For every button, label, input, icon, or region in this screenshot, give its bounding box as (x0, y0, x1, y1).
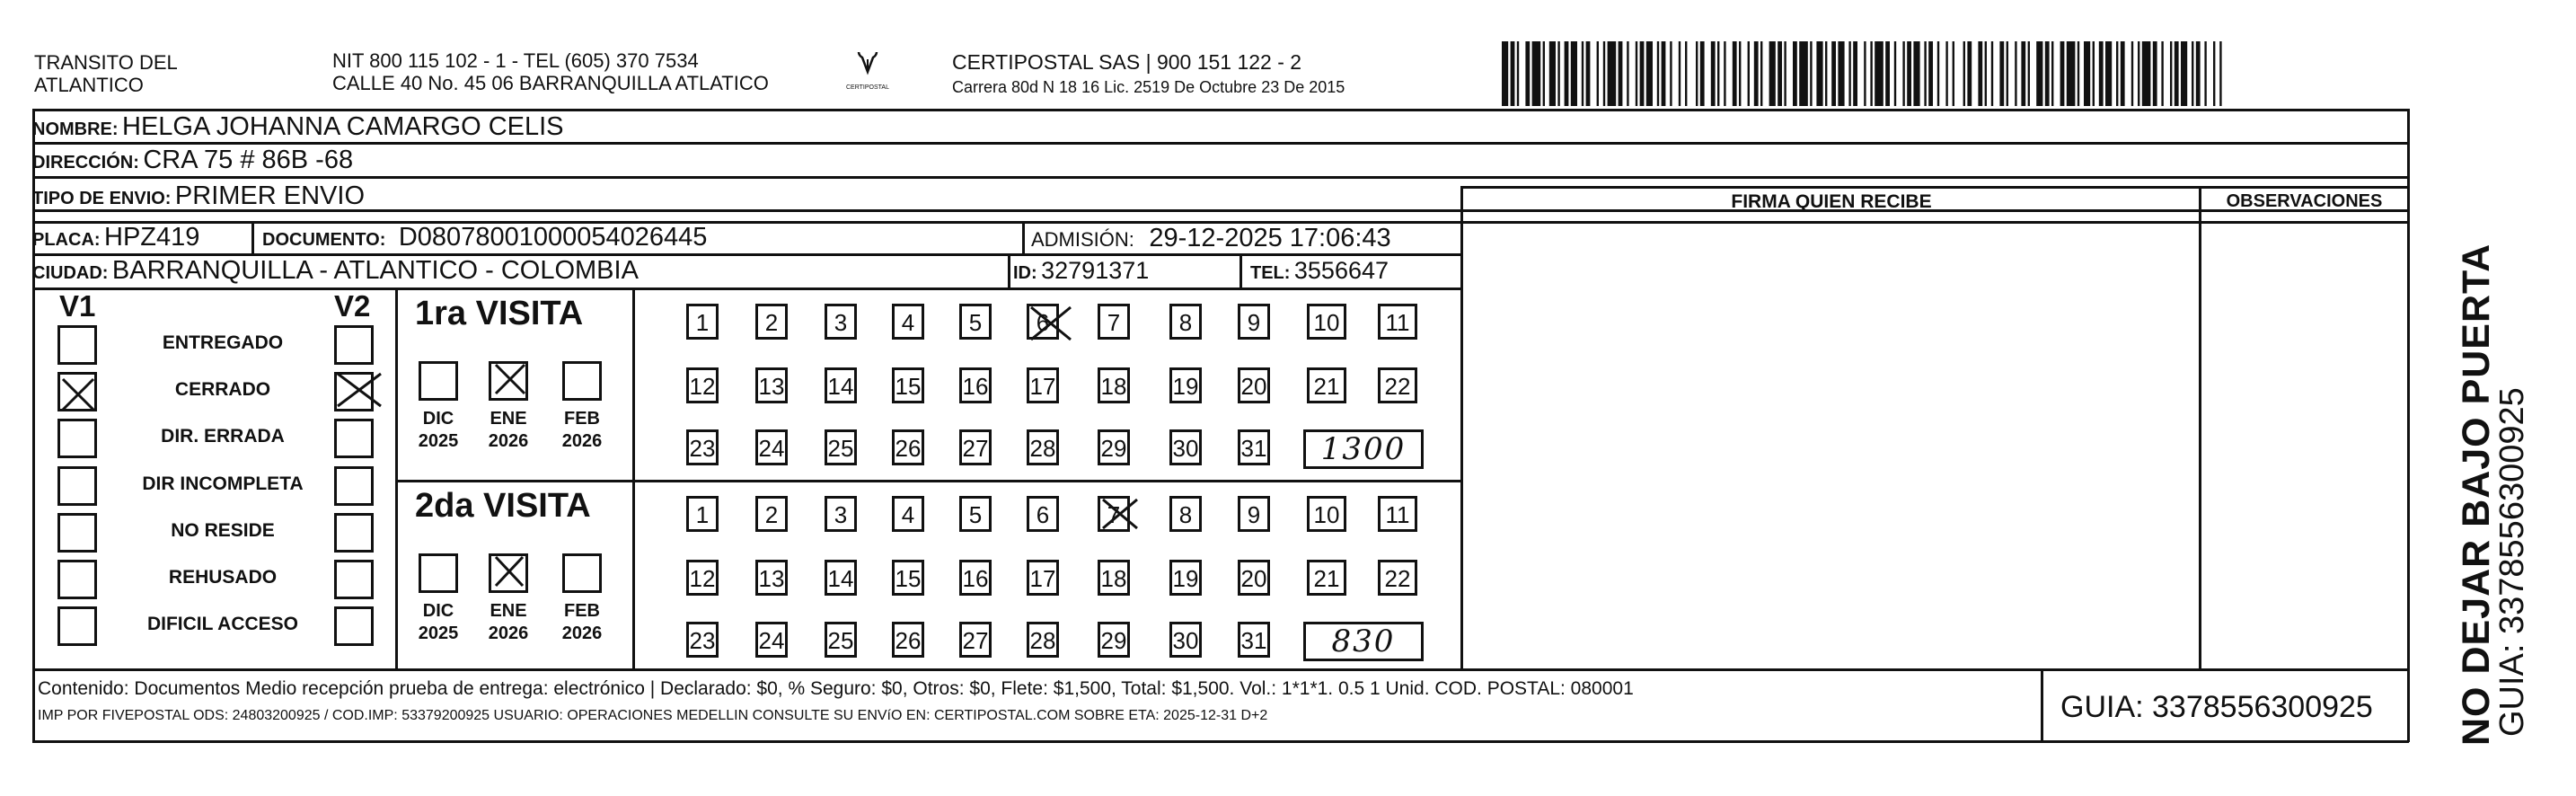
status-v1-cerrado-mark (59, 376, 97, 413)
barcode-bar (1748, 41, 1750, 106)
barcode-bar (1913, 41, 1919, 106)
tipo-envio-label: TIPO DE ENVIO: (32, 189, 172, 208)
barcode-bar (1557, 41, 1559, 106)
month-label (417, 600, 460, 645)
visit1-day6-mark (1028, 304, 1074, 343)
day-box[interactable]: 2 (755, 304, 788, 340)
barcode-bar (1662, 41, 1666, 106)
day-box[interactable]: 11 (1378, 496, 1417, 532)
barcode-bar (2036, 41, 2042, 106)
day-box[interactable]: 12 (686, 367, 719, 403)
carrier-logo (835, 52, 900, 99)
firma-header: FIRMA QUIEN RECIBE (1731, 191, 1932, 212)
barcode-bar (1696, 41, 1698, 106)
barcode-bar (1724, 41, 1725, 106)
placa-value: HPZ419 (104, 223, 200, 252)
nombre-row (32, 111, 564, 142)
tel-label: TEL: (1250, 263, 1291, 283)
barcode-bar (1784, 41, 1786, 106)
nombre-value: HELGA JOHANNA CAMARGO CELIS (122, 112, 564, 141)
barcode-bar (1582, 41, 1584, 106)
documento-value: D08078001000054026445 (398, 223, 708, 252)
barcode-bar (1517, 41, 1519, 106)
month-name: DIC (422, 601, 454, 621)
barcode-bar (2170, 41, 2172, 106)
day-box[interactable]: 9 (1238, 496, 1270, 532)
month-label (560, 600, 604, 645)
barcode-bar (2142, 41, 2151, 106)
handwritten-time: 1300 (1303, 429, 1424, 469)
barcode-bar (2219, 41, 2221, 106)
barcode-bar (1928, 41, 1933, 106)
status-v1-checkbox[interactable] (57, 419, 97, 458)
barcode-bar (1525, 41, 1530, 106)
barcode-bar (1636, 41, 1637, 106)
barcode-bar (1627, 41, 1628, 106)
day-box[interactable]: 16 (959, 367, 992, 403)
barcode-bar (1999, 41, 2004, 106)
status-v2-checkbox[interactable] (334, 606, 374, 646)
status-v1-checkbox[interactable] (57, 325, 97, 365)
month-label (417, 408, 460, 453)
month-year: 2025 (418, 624, 459, 643)
barcode-bar (1502, 41, 1508, 106)
v2-header: V2 (334, 289, 371, 323)
barcode-bar (1985, 41, 1987, 106)
month-year: 2025 (418, 431, 459, 451)
status-v1-checkbox[interactable] (57, 513, 97, 553)
barcode-bar (2121, 41, 2125, 106)
day-box[interactable]: 8 (1169, 496, 1202, 532)
nit-line: NIT 800 115 102 - 1 - TEL (605) 370 7534 (332, 49, 699, 72)
barcode-bar (1991, 41, 1993, 106)
side-guia: GUIA: 3378556300925 (2493, 387, 2531, 737)
day-box[interactable]: 4 (892, 304, 924, 340)
month-year: 2026 (561, 431, 603, 451)
barcode-bar (1717, 41, 1719, 106)
barcode-bar (1603, 41, 1605, 106)
status-v2-checkbox[interactable] (334, 325, 374, 365)
status-label: NO RESIDE (171, 520, 275, 541)
barcode-bar (1608, 41, 1617, 106)
footer-imp: IMP POR FIVEPOSTAL ODS: 24803200925 / COD.IMP: 53379200925 USUARIO: OPERACIONES MEDELLIN CONSULTE SU ENVíO EN: CERTIPOSTAL.COM SOBRE ETA: 2025-12-31 D+2 (38, 708, 1268, 723)
month-label (487, 408, 530, 453)
barcode-bar (2204, 41, 2206, 106)
status-v2-cerrado-mark (334, 370, 384, 410)
no-dejar-bajo-puerta: NO DEJAR BAJO PUERTA (2455, 243, 2498, 746)
day-box[interactable]: 19 (1169, 560, 1202, 596)
org-name-line2: ATLANTICO (34, 74, 144, 96)
documento-field (262, 222, 707, 252)
nombre-label: NOMBRE: (32, 119, 119, 139)
day-box[interactable]: 28 (1027, 429, 1059, 465)
barcode-bar (1825, 41, 1827, 106)
barcode-bar (1870, 41, 1872, 106)
barcode-bar (1646, 41, 1653, 106)
barcode-bar (1565, 41, 1569, 106)
barcode-bar (2181, 41, 2187, 106)
barcode-bar (1978, 41, 1982, 106)
day-box[interactable]: 5 (959, 304, 992, 340)
day-box[interactable]: 23 (686, 622, 719, 658)
signature-area[interactable] (1463, 224, 2199, 668)
barcode-bar (2067, 41, 2076, 106)
day-box[interactable]: 23 (686, 429, 719, 465)
status-v2-checkbox[interactable] (334, 513, 374, 553)
day-box[interactable]: 7 (1098, 496, 1130, 532)
id-label: ID: (1013, 263, 1037, 283)
carrier-line: CERTIPOSTAL SAS | 900 151 122 - 2 (952, 50, 1302, 74)
barcode-bar (1739, 41, 1741, 106)
day-box[interactable]: 17 (1027, 367, 1059, 403)
observaciones-area[interactable] (2201, 224, 2407, 668)
barcode-bar (1597, 41, 1599, 106)
barcode-bar (1754, 41, 1759, 106)
barcode-bar (2116, 41, 2118, 106)
day-box[interactable]: 30 (1169, 429, 1202, 465)
barcode-bar (1924, 41, 1926, 106)
barcode-bar (1907, 41, 1911, 106)
admision-label: ADMISIÓN: (1031, 228, 1134, 251)
day-box[interactable]: 6 (1027, 304, 1059, 340)
admision-field (1031, 223, 1391, 253)
barcode-bar (1700, 41, 1705, 106)
barcode-bar (1838, 41, 1844, 106)
day-box[interactable]: 29 (1098, 429, 1130, 465)
month-name: DIC (422, 409, 454, 429)
month-checkbox[interactable] (562, 553, 602, 593)
day-box[interactable]: 5 (959, 496, 992, 532)
barcode-bar (1778, 41, 1782, 106)
day-box[interactable]: 25 (825, 622, 857, 658)
tipo-envio-value: PRIMER ENVIO (174, 181, 366, 210)
placa-label: PLACA: (32, 230, 101, 250)
day-box[interactable]: 3 (825, 496, 857, 532)
status-v1-checkbox[interactable] (57, 606, 97, 646)
day-box[interactable]: 14 (825, 560, 857, 596)
barcode-bar (1760, 41, 1762, 106)
direccion-value: CRA 75 # 86B -68 (143, 146, 354, 174)
barcode-bar (1619, 41, 1623, 106)
barcode-bar (1543, 41, 1545, 106)
barcode (1502, 41, 2229, 110)
direccion-row (32, 145, 353, 175)
status-v1-checkbox[interactable] (57, 560, 97, 599)
v1-header: V1 (59, 289, 96, 323)
direccion-label: DIRECCIÓN: (32, 153, 139, 172)
barcode-bar (2078, 41, 2079, 106)
barcode-bar (2153, 41, 2157, 106)
barcode-bar (2213, 41, 2215, 106)
barcode-bar (2084, 41, 2090, 106)
id-value: 32791371 (1041, 257, 1150, 284)
day-box[interactable]: 3 (825, 304, 857, 340)
day-box[interactable]: 6 (1027, 496, 1059, 532)
carrier-address: Carrera 80d N 18 16 Lic. 2519 De Octubre 23 De 2015 (952, 78, 1345, 96)
status-label: DIFICIL ACCESO (146, 614, 298, 634)
barcode-bar (2015, 41, 2016, 106)
day-box[interactable]: 18 (1098, 560, 1130, 596)
day-box[interactable]: 13 (755, 367, 788, 403)
barcode-bar (1831, 41, 1836, 106)
carrier-logo-icon (835, 52, 900, 99)
day-box[interactable]: 31 (1238, 429, 1270, 465)
id-field (1013, 255, 1149, 286)
logo-text: CERTIPOSTAL (846, 84, 889, 91)
barcode-bar (1571, 41, 1577, 106)
month-name: ENE (490, 601, 527, 621)
tel-value: 3556647 (1293, 257, 1389, 284)
month-name: FEB (564, 601, 600, 621)
month-year: 2026 (488, 431, 529, 451)
footer-contenido: Contenido: Documentos Medio recepción prueba de entrega: electrónico | Declarado: $0, % Seguro: $0, Otros: $0, Flete: $1,500, Total: $1,500. Vol.: 1*1*1. 0.5 1 Unid. COD. POSTAL: 080001 (38, 678, 1634, 699)
day-box[interactable]: 31 (1238, 622, 1270, 658)
day-box[interactable]: 20 (1238, 367, 1270, 403)
visit-title: 1ra VISITA (415, 295, 584, 332)
month-checkbox[interactable] (562, 361, 602, 401)
ciudad-row (32, 255, 639, 286)
barcode-bar (1657, 41, 1659, 106)
barcode-bar (2028, 41, 2030, 106)
placa-row (32, 222, 199, 252)
documento-label: DOCUMENTO: (262, 230, 386, 250)
day-box[interactable]: 8 (1169, 304, 1202, 340)
day-box[interactable]: 4 (892, 496, 924, 532)
observaciones-header: OBSERVACIONES (2226, 191, 2383, 211)
barcode-bar (1679, 41, 1681, 106)
barcode-bar (2138, 41, 2139, 106)
day-box[interactable]: 15 (892, 560, 924, 596)
barcode-bar (2175, 41, 2179, 106)
day-box[interactable]: 16 (959, 560, 992, 596)
day-box[interactable]: 22 (1378, 367, 1417, 403)
day-box[interactable]: 30 (1169, 622, 1202, 658)
barcode-bar (2045, 41, 2050, 106)
barcode-bar (1685, 41, 1687, 106)
day-box[interactable]: 19 (1169, 367, 1202, 403)
status-label: ENTREGADO (162, 332, 284, 353)
barcode-bar (1885, 41, 1890, 106)
day-box[interactable]: 27 (959, 429, 992, 465)
day-box[interactable]: 17 (1027, 560, 1059, 596)
barcode-bar (2161, 41, 2163, 106)
day-box[interactable]: 26 (892, 429, 924, 465)
month-name: ENE (490, 409, 527, 429)
day-box[interactable]: 1 (686, 304, 719, 340)
day-box[interactable]: 10 (1307, 496, 1346, 532)
day-box[interactable]: 11 (1378, 304, 1417, 340)
address-line: CALLE 40 No. 45 06 BARRANQUILLA ATLATICO (332, 72, 769, 94)
day-box[interactable]: 14 (825, 367, 857, 403)
day-box[interactable]: 15 (892, 367, 924, 403)
barcode-bar (1953, 41, 1954, 106)
day-box[interactable]: 26 (892, 622, 924, 658)
barcode-bar (1853, 41, 1857, 106)
day-box[interactable]: 28 (1027, 622, 1059, 658)
barcode-bar (2021, 41, 2025, 106)
footer-guia: GUIA: 3378556300925 (2060, 690, 2373, 724)
org-name (34, 51, 178, 96)
status-label: DIR. ERRADA (161, 426, 285, 447)
status-label: DIR INCOMPLETA (142, 473, 304, 494)
barcode-bar (1945, 41, 1947, 106)
barcode-bar (1963, 41, 1965, 106)
tipo-envio-row (32, 181, 365, 211)
day-box[interactable]: 18 (1098, 367, 1130, 403)
org-name-line1: TRANSITO DEL (34, 51, 178, 74)
barcode-bar (1586, 41, 1591, 106)
ciudad-value: BARRANQUILLA - ATLANTICO - COLOMBIA (111, 256, 639, 285)
barcode-bar (2093, 41, 2095, 106)
handwritten-time: 830 (1303, 622, 1424, 661)
status-v2-checkbox[interactable] (334, 560, 374, 599)
day-box[interactable]: 13 (755, 560, 788, 596)
admision-value: 29-12-2025 17:06:43 (1149, 224, 1391, 252)
visit2-day7-mark (1099, 496, 1141, 532)
barcode-bar (1937, 41, 1939, 106)
month-checkbox[interactable] (419, 553, 458, 593)
day-box[interactable]: 20 (1238, 560, 1270, 596)
month-year: 2026 (561, 624, 603, 643)
day-box[interactable]: 1 (686, 496, 719, 532)
barcode-bar (1848, 41, 1850, 106)
status-label: CERRADO (174, 379, 271, 400)
barcode-bar (1799, 41, 1808, 106)
day-box[interactable]: 9 (1238, 304, 1270, 340)
barcode-bar (2105, 41, 2112, 106)
day-box[interactable]: 21 (1307, 367, 1346, 403)
visit2-ene-mark (492, 553, 526, 589)
day-box[interactable]: 27 (959, 622, 992, 658)
status-v1-checkbox[interactable] (57, 466, 97, 506)
issuer-contact (332, 49, 769, 94)
barcode-bar (1640, 41, 1645, 106)
month-year: 2026 (488, 624, 529, 643)
month-label (560, 408, 604, 453)
ciudad-label: CIUDAD: (32, 263, 109, 283)
month-label (487, 600, 530, 645)
barcode-bar (1711, 41, 1716, 106)
month-name: FEB (564, 409, 600, 429)
barcode-bar (2196, 41, 2201, 106)
barcode-bar (1549, 41, 1556, 106)
barcode-bar (2131, 41, 2133, 106)
day-box[interactable]: 21 (1307, 560, 1346, 596)
barcode-bar (1733, 41, 1737, 106)
visit-title: 2da VISITA (415, 487, 591, 525)
barcode-bar (1875, 41, 1883, 106)
day-box[interactable]: 22 (1378, 560, 1417, 596)
barcode-bar (1894, 41, 1896, 106)
day-box[interactable]: 10 (1307, 304, 1346, 340)
barcode-bar (1511, 41, 1515, 106)
day-box[interactable]: 29 (1098, 622, 1130, 658)
day-box[interactable]: 7 (1098, 304, 1130, 340)
barcode-bar (2051, 41, 2053, 106)
barcode-bar (1967, 41, 1972, 106)
month-checkbox[interactable] (419, 361, 458, 401)
status-label: REHUSADO (168, 567, 278, 588)
barcode-bar (1532, 41, 1541, 106)
barcode-bar (2060, 41, 2065, 106)
barcode-bar (1769, 41, 1776, 106)
barcode-bar (2192, 41, 2193, 106)
barcode-bar (1816, 41, 1822, 106)
status-v2-checkbox[interactable] (334, 419, 374, 458)
barcode-bar (1670, 41, 1672, 106)
day-box[interactable]: 12 (686, 560, 719, 596)
day-box[interactable]: 2 (755, 496, 788, 532)
barcode-bar (1793, 41, 1797, 106)
barcode-bar (2007, 41, 2008, 106)
barcode-bar (1864, 41, 1866, 106)
tel-field (1250, 255, 1389, 286)
barcode-bar (1902, 41, 1904, 106)
visit1-ene-mark (492, 361, 528, 397)
day-box[interactable]: 25 (825, 429, 857, 465)
day-box[interactable]: 24 (755, 429, 788, 465)
barcode-bar (2099, 41, 2104, 106)
status-v2-checkbox[interactable] (334, 466, 374, 506)
day-box[interactable]: 24 (755, 622, 788, 658)
barcode-bar (1810, 41, 1812, 106)
